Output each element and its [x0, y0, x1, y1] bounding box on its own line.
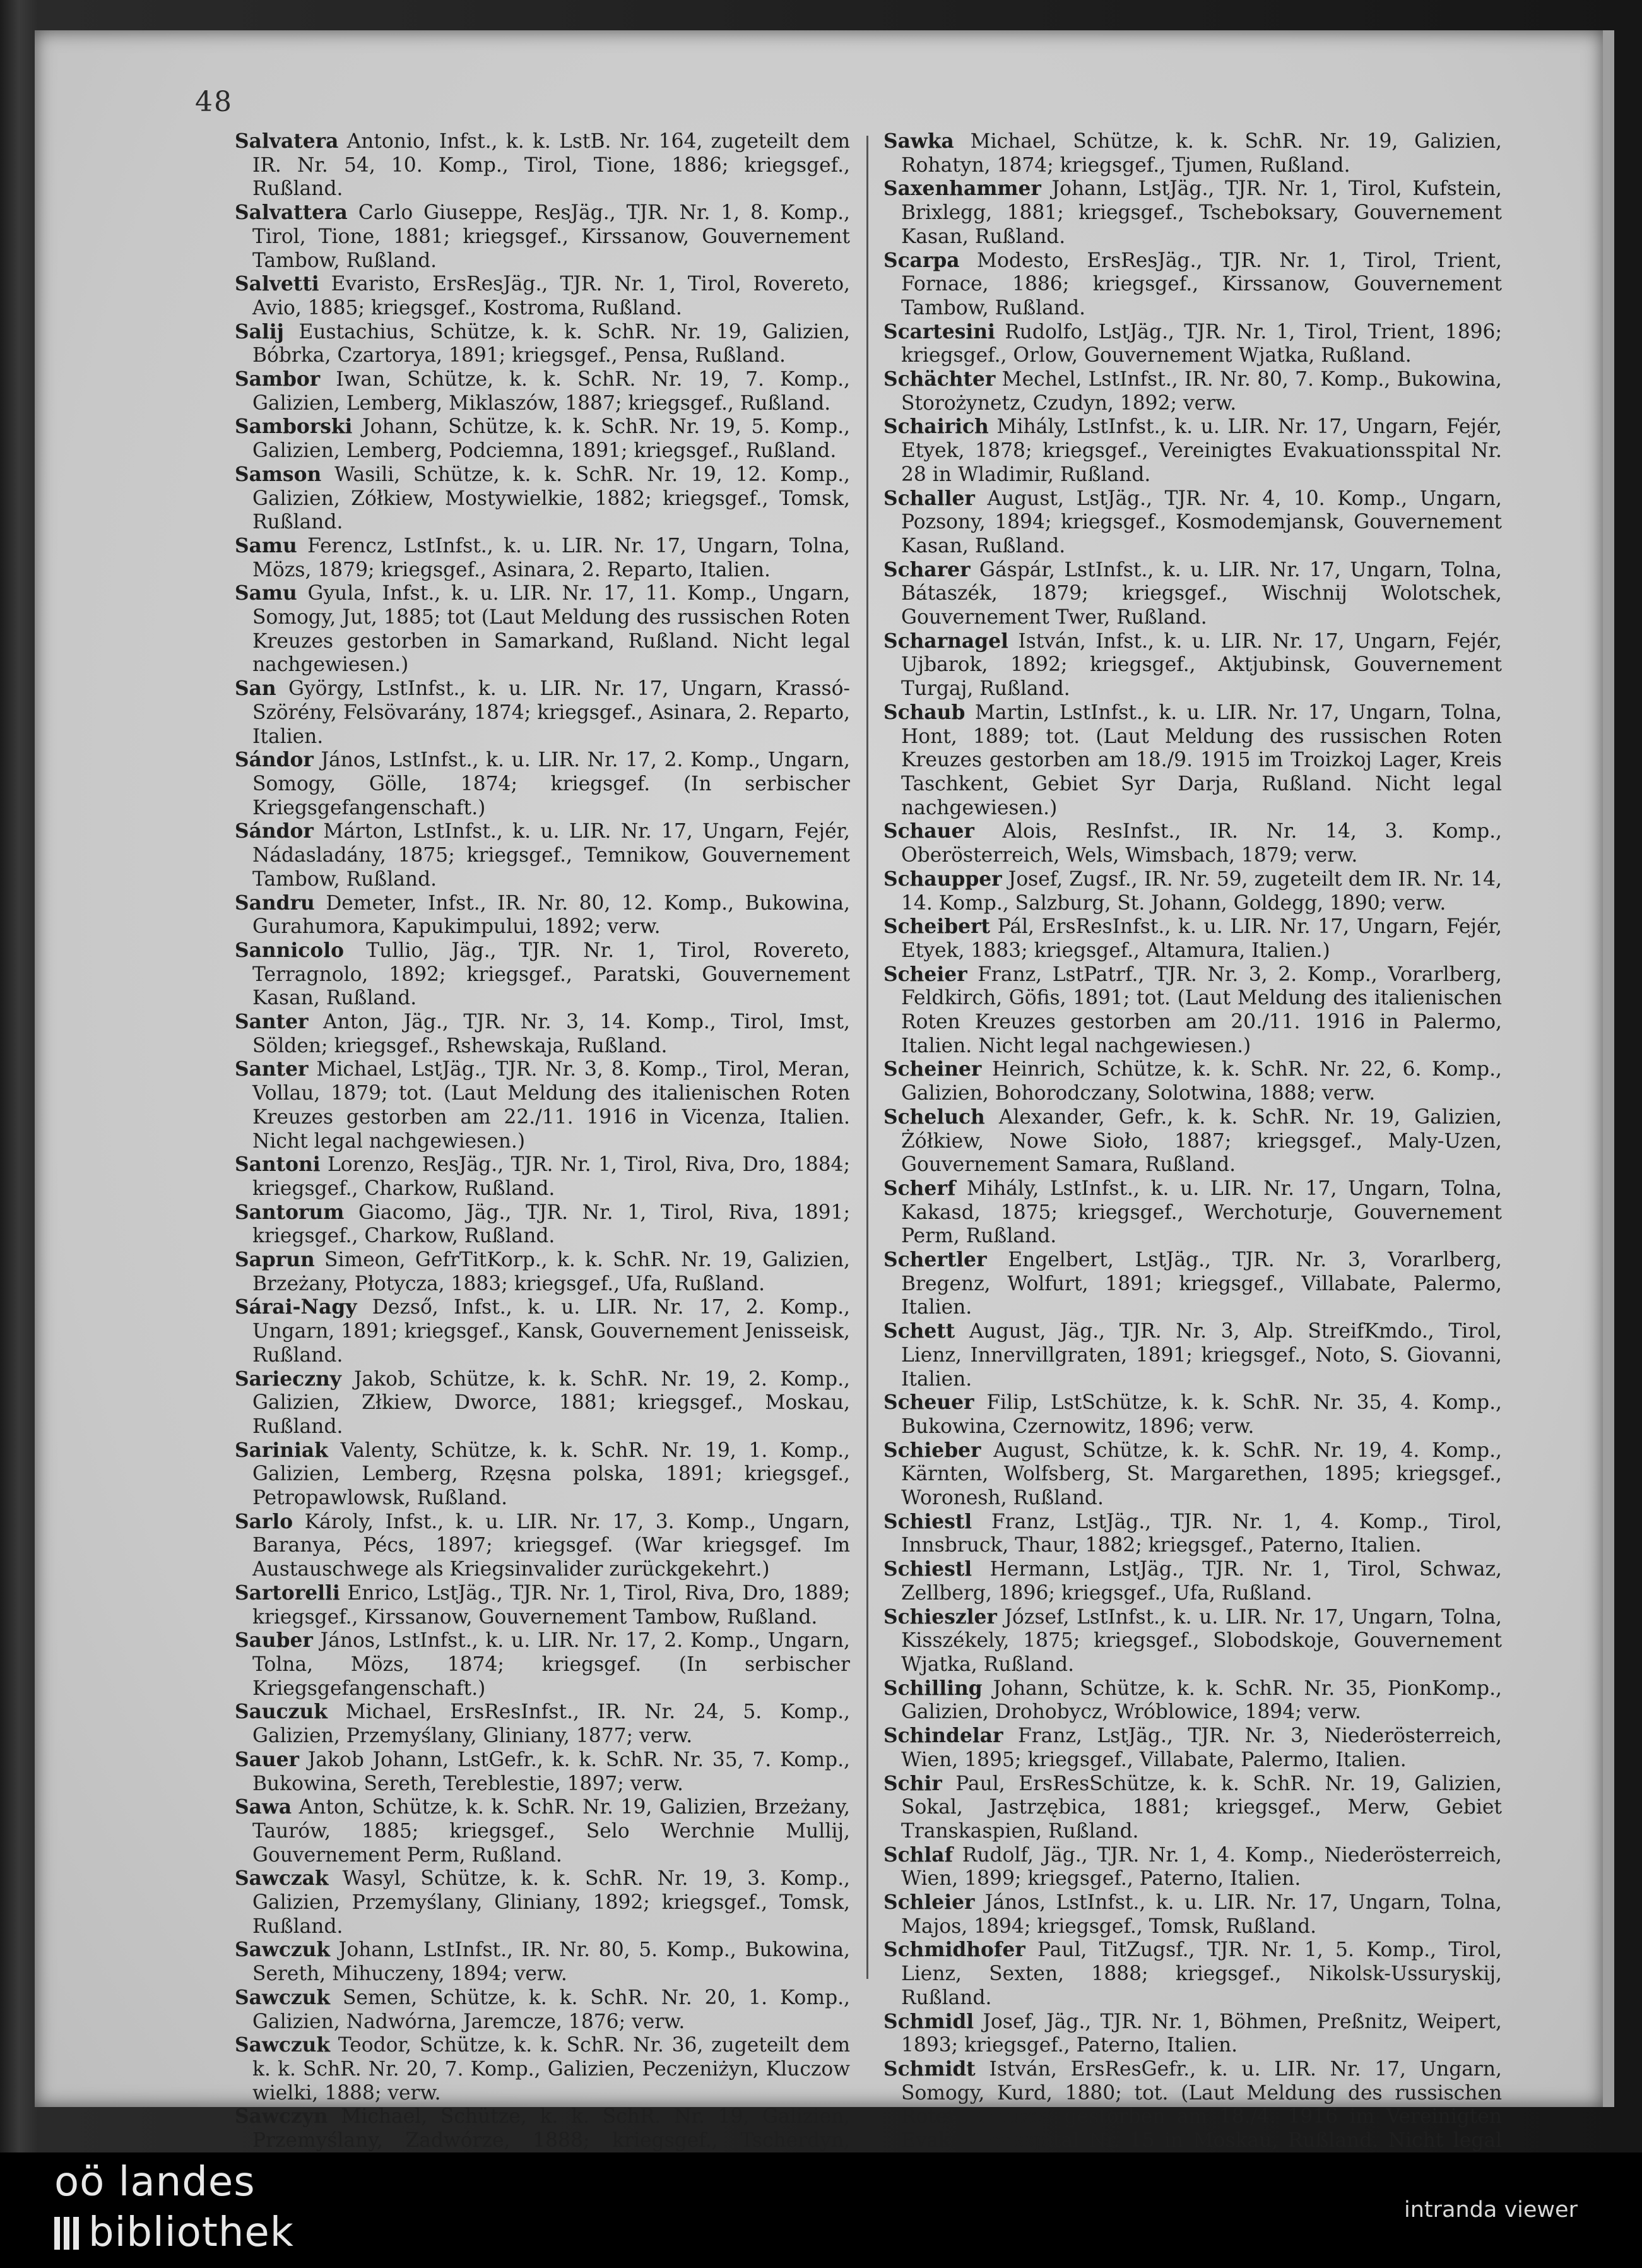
- entry-details: Mihály, LstInfst., k. u. LIR. Nr. 17, Ungarn, Tolna, Kakasd, 1875; kriegsgef., Werchoturje, Gouvernement Perm, Rußland.: [901, 1177, 1502, 1248]
- entry-details: Franz, LstJäg., TJR. Nr. 1, 4. Komp., Tirol, Innsbruck, Thaur, 1882; kriegsgef., Paterno, Italien.: [901, 1510, 1502, 1557]
- entry-surname: Saxenhammer: [883, 177, 1041, 201]
- entry-surname: Santorum: [235, 1201, 345, 1224]
- entry-surname: Schir: [883, 1772, 942, 1795]
- entry-details: Michael, LstJäg., TJR. Nr. 3, 8. Komp., Tirol, Meran, Vollau, 1879; tot. (Laut Meldung des italienischen Roten Kreuzes gestorben am 22./11. 1916 in Vicenza, Italien. Nicht legal nachgewiesen.): [252, 1058, 850, 1153]
- entry-surname: Schaller: [883, 487, 975, 510]
- register-entry: [883, 915, 1502, 963]
- register-entry: [235, 892, 850, 939]
- register-entry: [235, 749, 850, 820]
- entry-surname: Samborski: [235, 415, 353, 439]
- entry-surname: Scheiner: [883, 1058, 982, 1081]
- entry-details: Enrico, LstJäg., TJR. Nr. 1, Tirol, Riva, Dro, 1889; kriegsgef., Kirssanow, Gouvernement Tambow, Rußland.: [252, 1581, 850, 1629]
- entry-details: Gáspár, LstInfst., k. u. LIR. Nr. 17, Ungarn, Tolna, Bátaszék, 1879; kriegsgef., Wischnij Wolotschek, Gouvernement Twer, Rußland.: [901, 558, 1502, 629]
- entry-details: Hermann, LstJäg., TJR. Nr. 1, Tirol, Schwaz, Zellberg, 1896; kriegsgef., Ufa, Rußland.: [901, 1558, 1502, 1605]
- entry-surname: Schmidt: [883, 2057, 976, 2081]
- entry-details: Rudolfo, LstJäg., TJR. Nr. 1, Tirol, Trient, 1896; kriegsgef., Orlow, Gouvernement Wjatka, Rußland.: [901, 320, 1502, 367]
- library-logo-text: bibliothek: [88, 2209, 294, 2256]
- column-divider: [866, 136, 868, 1979]
- register-entry: [235, 1582, 850, 1629]
- entry-details: August, Jäg., TJR. Nr. 3, Alp. StreifKmdo., Tirol, Lienz, Innervillgraten, 1891; kriegsgef., Noto, S. Giovanni, Italien.: [901, 1320, 1502, 1391]
- entry-surname: Salvattera: [235, 201, 348, 225]
- entry-surname: Sawka: [883, 130, 954, 153]
- entry-details: Pál, ErsResInfst., k. u. LIR. Nr. 17, Ungarn, Fejér, Etyek, 1883; kriegsgef., Altamura, Italien.): [901, 915, 1502, 962]
- entry-surname: Schmidhofer: [883, 1938, 1025, 1962]
- register-entry: [883, 1891, 1502, 1938]
- entry-details: Johann, LstInfst., IR. Nr. 80, 5. Komp., Bukowina, Sereth, Mihuczeny, 1894; verw.: [252, 1938, 850, 1986]
- register-entry: [883, 1106, 1502, 1177]
- entry-surname: Schächter: [883, 368, 996, 391]
- register-entry: [235, 463, 850, 535]
- register-entry: [235, 1748, 850, 1796]
- entry-surname: Sawa: [235, 1796, 292, 1819]
- register-entry: [883, 415, 1502, 487]
- entry-surname: Schilling: [883, 1677, 983, 1700]
- register-entry: [235, 415, 850, 463]
- entry-details: Dezső, Infst., k. u. LIR. Nr. 17, 2. Komp., Ungarn, 1891; kriegsgef., Kansk, Gouvernement Jenisseisk, Rußland.: [252, 1296, 850, 1367]
- entry-surname: Sándor: [235, 820, 314, 843]
- register-entry: [235, 368, 850, 415]
- register-entry: [883, 868, 1502, 915]
- right-column: [883, 130, 1502, 2176]
- entry-surname: Sawczak: [235, 1867, 329, 1891]
- entry-surname: Schindelar: [883, 1725, 1003, 1748]
- register-entry: [235, 582, 850, 677]
- entry-details: Demeter, Infst., IR. Nr. 80, 12. Komp., Bukowina, Gurahumora, Kapukimpului, 1892; verw.: [252, 891, 850, 939]
- entry-details: Modesto, ErsResJäg., TJR. Nr. 1, Tirol, Trient, Fornace, 1886; kriegsgef., Kirssanow, Gouvernement Tambow, Rußland.: [901, 249, 1502, 319]
- entry-surname: San: [235, 677, 276, 701]
- left-column: [235, 130, 850, 2176]
- entry-surname: Sambor: [235, 368, 321, 391]
- register-entry: [883, 1606, 1502, 1677]
- register-entry: [883, 1772, 1502, 1844]
- entry-details: Johann, Schütze, k. k. SchR. Nr. 19, 5. Komp., Galizien, Lemberg, Podciemna, 1891; kriegsgef., Rußland.: [252, 415, 850, 463]
- register-entry: [235, 1368, 850, 1439]
- entry-surname: Santer: [235, 1011, 309, 1034]
- library-logo-icon: [54, 2213, 80, 2260]
- entry-details: Heinrich, Schütze, k. k. SchR. Nr. 22, 6. Komp., Galizien, Bohorodczany, Solotwina, 1888; verw.: [901, 1058, 1502, 1105]
- entry-details: Anton, Schütze, k. k. SchR. Nr. 19, Galizien, Brzeżany, Taurów, 1885; kriegsgef., Selo Werchnie Mullij, Gouvernement Perm, Rußland.: [252, 1796, 850, 1867]
- register-entry: [883, 963, 1502, 1059]
- register-entry: [235, 321, 850, 368]
- register-entry: [235, 1938, 850, 1986]
- entry-details: Teodor, Schütze, k. k. SchR. Nr. 36, zugeteilt dem k. k. SchR. Nr. 20, 7. Komp., Galizien, Peczeniżyn, Kluczow wielki, 1888; verw.: [252, 2034, 850, 2105]
- register-entry: [235, 201, 850, 273]
- entry-details: Paul, ErsResSchütze, k. k. SchR. Nr. 19, Galizien, Sokal, Jastrzębica, 1881; kriegsgef., Merw, Gebiet Transkaspien, Rußland.: [901, 1772, 1502, 1843]
- register-entry: [235, 1439, 850, 1511]
- entry-details: Michael, ErsResInfst., IR. Nr. 24, 5. Komp., Galizien, Przemyślany, Gliniany, 1877; verw.: [252, 1701, 850, 1748]
- entry-details: Giacomo, Jäg., TJR. Nr. 1, Tirol, Riva, 1891; kriegsgef., Charkow, Rußland.: [252, 1201, 850, 1248]
- entry-surname: Sarlo: [235, 1510, 293, 1533]
- register-entry: [883, 487, 1502, 559]
- register-entry: [883, 1177, 1502, 1249]
- register-entry: [883, 1938, 1502, 2010]
- entry-surname: Salij: [235, 320, 284, 343]
- entry-details: Jakob Johann, LstGefr., k. k. SchR. Nr. 35, 7. Komp., Bukowina, Sereth, Tereblestie, 1897; verw.: [252, 1748, 850, 1795]
- entry-surname: Sawczuk: [235, 2034, 331, 2057]
- entry-details: Alexander, Gefr., k. k. SchR. Nr. 19, Galizien, Żółkiew, Nowe Sioło, 1887; kriegsgef., Maly-Uzen, Gouvernement Samara, Rußland.: [901, 1105, 1502, 1177]
- register-entry: [883, 321, 1502, 368]
- entry-details: Károly, Infst., k. u. LIR. Nr. 17, 3. Komp., Ungarn, Baranya, Pécs, 1897; kriegsgef. (War kriegsgef. Im Austauschwege als Kriegsinvalider zurückgekehrt.): [252, 1510, 850, 1581]
- entry-surname: Schieber: [883, 1439, 981, 1462]
- library-logo-line1: oö landes: [54, 2159, 256, 2206]
- entry-surname: Santer: [235, 1058, 309, 1081]
- register-entry: [883, 820, 1502, 867]
- library-logo-line2: [54, 2209, 294, 2260]
- entry-surname: Sauber: [235, 1629, 313, 1653]
- entry-surname: Santoni: [235, 1153, 321, 1177]
- entry-surname: Schiestl: [883, 1510, 972, 1533]
- entry-surname: Salvatera: [235, 130, 339, 153]
- register-entry: [883, 1439, 1502, 1511]
- register-entry: [883, 1844, 1502, 1891]
- entry-details: Paul, TitZugsf., TJR. Nr. 1, 5. Komp., Tirol, Lienz, Sexten, 1888; kriegsgef., Nikolsk-Ussuryskij, Rußland.: [901, 1938, 1502, 2009]
- register-entry: [883, 249, 1502, 321]
- entry-details: István, Infst., k. u. LIR. Nr. 17, Ungarn, Fejér, Ujbarok, 1892; kriegsgef., Aktjubinsk, Gouvernement Turgaj, Rußland.: [901, 629, 1502, 701]
- register-entry: [235, 2034, 850, 2105]
- entry-details: Mechel, LstInfst., IR. Nr. 80, 7. Komp., Bukowina, Storożynetz, Czudyn, 1892; verw.: [901, 368, 1502, 415]
- register-entry: [883, 1677, 1502, 1725]
- register-entry: [883, 2010, 1502, 2058]
- entry-surname: Schauer: [883, 820, 974, 843]
- entry-details: Eustachius, Schütze, k. k. SchR. Nr. 19, Galizien, Bóbrka, Czartorya, 1891; kriegsgef., Pensa, Rußland.: [252, 320, 850, 367]
- entry-details: Josef, Jäg., TJR. Nr. 1, Böhmen, Preßnitz, Weipert, 1893; kriegsgef., Paterno, Italien.: [901, 2010, 1502, 2057]
- entry-details: Ferencz, LstInfst., k. u. LIR. Nr. 17, Ungarn, Tolna, Mözs, 1879; kriegsgef., Asinara, 2. Reparto, Italien.: [252, 534, 850, 581]
- entry-surname: Sauer: [235, 1748, 300, 1771]
- register-entry: [883, 1320, 1502, 1391]
- entry-surname: Samu: [235, 534, 297, 557]
- register-entry: [883, 130, 1502, 177]
- entry-details: Rudolf, Jäg., TJR. Nr. 1, 4. Komp., Niederösterreich, Wien, 1899; kriegsgef., Paterno, Italien.: [901, 1843, 1502, 1891]
- entry-details: János, LstInfst., k. u. LIR. Nr. 17, Ungarn, Tolna, Majos, 1894; kriegsgef., Tomsk, Rußland.: [901, 1891, 1502, 1938]
- page-number: 48: [195, 86, 233, 118]
- entry-details: Semen, Schütze, k. k. SchR. Nr. 20, 1. Komp., Galizien, Nadwórna, Jaremcze, 1876; verw.: [252, 1986, 850, 2033]
- register-entry: [883, 1558, 1502, 1605]
- entry-details: Johann, LstJäg., TJR. Nr. 1, Tirol, Kufstein, Brixlegg, 1881; kriegsgef., Tscheboksary, Gouvernement Kasan, Rußland.: [901, 177, 1502, 248]
- entry-details: August, LstJäg., TJR. Nr. 4, 10. Komp., Ungarn, Pozsony, 1894; kriegsgef., Kosmodemjansk, Gouvernement Kasan, Rußland.: [901, 487, 1502, 557]
- register-entry: [235, 130, 850, 201]
- register-entry: [235, 1058, 850, 1153]
- entry-surname: Sauczuk: [235, 1701, 328, 1724]
- entry-surname: Sarieczny: [235, 1367, 341, 1391]
- entry-details: István, ErsResGefr., k. u. LIR. Nr. 17, Ungarn, Somogy, Kurd, 1880; tot. (Laut Meldung des russischen Roten Kreuzes gestorben am 18./4. 1916 im Vereinigten Evakuationsspital Nr. 15 in Moskau, Rußland. Nicht legal: [901, 2057, 1502, 2152]
- register-entry: [235, 820, 850, 891]
- entry-surname: Scheluch: [883, 1105, 985, 1129]
- viewer-brand-label: intranda viewer: [1404, 2197, 1578, 2223]
- register-entry: [235, 1511, 850, 1582]
- entry-surname: Schaub: [883, 701, 966, 724]
- entry-surname: Sartorelli: [235, 1581, 340, 1605]
- entry-surname: Schieszler: [883, 1605, 997, 1629]
- entry-surname: Sannicolo: [235, 939, 344, 962]
- entry-details: Wasili, Schütze, k. k. SchR. Nr. 19, 12. Komp., Galizien, Zółkiew, Mostywielkie, 1882; kriegsgef., Tomsk, Rußland.: [252, 463, 850, 534]
- entry-surname: Schaupper: [883, 867, 1002, 891]
- entry-surname: Schairich: [883, 415, 989, 439]
- register-entry: [235, 1796, 850, 1867]
- entry-surname: Scartesini: [883, 320, 995, 343]
- entry-surname: Scarpa: [883, 249, 960, 272]
- entry-details: János, LstInfst., k. u. LIR. Nr. 17, 2. Komp., Ungarn, Tolna, Mözs, 1874; kriegsgef. (In serbischer Kriegsgefangenschaft.): [252, 1629, 850, 1700]
- entry-details: August, Schütze, k. k. SchR. Nr. 19, 4. Komp., Kärnten, Wolfsberg, St. Margarethen, 1895; kriegsgef., Woronesh, Rußland.: [901, 1439, 1502, 1510]
- entry-details: Carlo Giuseppe, ResJäg., TJR. Nr. 1, 8. Komp., Tirol, Tione, 1881; kriegsgef., Kirssanow, Gouvernement Tambow, Rußland.: [252, 201, 850, 272]
- register-entry: [883, 177, 1502, 249]
- register-entry: [883, 1391, 1502, 1439]
- register-entry: [883, 368, 1502, 415]
- entry-surname: Sándor: [235, 749, 314, 772]
- register-entry: [235, 1153, 850, 1201]
- register-entry: [883, 701, 1502, 821]
- entry-surname: Scherf: [883, 1177, 956, 1200]
- register-entry: [883, 1058, 1502, 1105]
- entry-surname: Sawczuk: [235, 1986, 331, 2009]
- register-entry: [235, 535, 850, 582]
- entry-details: Franz, LstJäg., TJR. Nr. 3, Niederösterreich, Wien, 1895; kriegsgef., Villabate, Palermo, Italien.: [901, 1725, 1502, 1771]
- entry-details: János, LstInfst., k. u. LIR. Nr. 17, 2. Komp., Ungarn, Somogy, Gölle, 1874; kriegsgef. (In serbischer Kriegsgefangenschaft.): [252, 749, 850, 819]
- register-entry: [235, 1296, 850, 1367]
- entry-surname: Scharnagel: [883, 629, 1008, 653]
- entry-surname: Scharer: [883, 558, 971, 581]
- entry-surname: Schiestl: [883, 1558, 972, 1581]
- entry-details: Johann, Schütze, k. k. SchR. Nr. 35, PionKomp., Galizien, Drohobycz, Wróblowice, 1894; verw.: [901, 1677, 1502, 1724]
- register-entry: [235, 1867, 850, 1938]
- entry-surname: Schertler: [883, 1249, 987, 1272]
- entry-details: Alois, ResInfst., IR. Nr. 14, 3. Komp., Oberösterreich, Wels, Wimsbach, 1879; verw.: [901, 820, 1502, 867]
- entry-surname: Schmidl: [883, 2010, 974, 2033]
- entry-surname: Sárai-Nagy: [235, 1296, 357, 1319]
- entry-details: Wasyl, Schütze, k. k. SchR. Nr. 19, 3. Komp., Galizien, Przemyślany, Gliniany, 1892; kriegsgef., Tomsk, Rußland.: [252, 1867, 850, 1938]
- register-entry: [883, 559, 1502, 630]
- entry-surname: Sawczyn: [235, 2105, 328, 2128]
- entry-surname: Salvetti: [235, 273, 319, 296]
- entry-surname: Schleier: [883, 1891, 975, 1915]
- entry-details: József, LstInfst., k. u. LIR. Nr. 17, Ungarn, Tolna, Kisszékely, 1875; kriegsgef., Slobodskoje, Gouvernement Wjatka, Rußland.: [901, 1605, 1502, 1676]
- register-entry: [235, 939, 850, 1011]
- register-entry: [235, 677, 850, 749]
- entry-details: Valenty, Schütze, k. k. SchR. Nr. 19, 1. Komp., Galizien, Lemberg, Rzęsna polska, 1891; kriegsgef., Petropawlowsk, Rußland.: [252, 1439, 850, 1510]
- entry-surname: Samu: [235, 582, 297, 605]
- entry-details: Simeon, GefrTitKorp., k. k. SchR. Nr. 19, Galizien, Brzeżany, Płotycza, 1883; kriegsgef., Ufa, Rußland.: [252, 1249, 850, 1295]
- entry-surname: Sawczuk: [235, 1938, 331, 1962]
- register-entry: [235, 273, 850, 320]
- entry-details: Iwan, Schütze, k. k. SchR. Nr. 19, 7. Komp., Galizien, Lemberg, Miklaszów, 1887; kriegsgef., Rußland.: [252, 368, 850, 415]
- entry-surname: Scheuer: [883, 1391, 974, 1415]
- entry-surname: Scheibert: [883, 915, 990, 939]
- register-entry: [235, 1701, 850, 1748]
- entry-details: Antonio, Infst., k. k. LstB. Nr. 164, zugeteilt dem IR. Nr. 54, 10. Komp., Tirol, Tione, 1886; kriegsgef., Rußland.: [252, 130, 850, 201]
- register-entry: [235, 1629, 850, 1701]
- entry-details: Engelbert, LstJäg., TJR. Nr. 3, Vorarlberg, Bregenz, Wolfurt, 1891; kriegsgef., Villabate, Palermo, Italien.: [901, 1249, 1502, 1319]
- entry-surname: Schett: [883, 1320, 955, 1343]
- register-entry: [883, 1511, 1502, 1558]
- register-entry: [883, 1725, 1502, 1772]
- entry-surname: Schlaf: [883, 1843, 954, 1867]
- register-entry: [883, 630, 1502, 701]
- entry-details: György, LstInfst., k. u. LIR. Nr. 17, Ungarn, Krassó-Szörény, Felsövarány, 1874; kriegsgef., Asinara, 2. Reparto, Italien.: [252, 677, 850, 748]
- register-entry: [883, 1249, 1502, 1320]
- entry-details: Márton, LstInfst., k. u. LIR. Nr. 17, Ungarn, Fejér, Nádasladány, 1875; kriegsgef., Temnikow, Gouvernement Tambow, Rußland.: [252, 820, 850, 891]
- entry-surname: Sandru: [235, 891, 315, 915]
- entry-details: Tullio, Jäg., TJR. Nr. 1, Tirol, Rovereto, Terragnolo, 1892; kriegsgef., Paratski, Gouvernement Kasan, Rußland.: [252, 939, 850, 1010]
- entry-details: Evaristo, ErsResJäg., TJR. Nr. 1, Tirol, Rovereto, Avio, 1885; kriegsgef., Kostroma, Rußland.: [252, 273, 850, 319]
- entry-details: Josef, Zugsf., IR. Nr. 59, zugeteilt dem IR. Nr. 14, 14. Komp., Salzburg, St. Johann, Goldegg, 1890; verw.: [901, 867, 1502, 915]
- entry-details: Michael, Schütze, k. k. SchR. Nr. 19, Galizien, Przemyślany, Zadwórze, 1888; kriegsgef., Tscherdyn,: [252, 2105, 850, 2152]
- register-entry: [235, 1249, 850, 1296]
- entry-details: Filip, LstSchütze, k. k. SchR. Nr. 35, 4. Komp., Bukowina, Czernowitz, 1896; verw.: [901, 1391, 1502, 1438]
- entry-surname: Samson: [235, 463, 322, 486]
- entry-details: Lorenzo, ResJäg., TJR. Nr. 1, Tirol, Riva, Dro, 1884; kriegsgef., Charkow, Rußland.: [252, 1153, 850, 1200]
- entry-surname: Sariniak: [235, 1439, 328, 1462]
- entry-details: Gyula, Infst., k. u. LIR. Nr. 17, 11. Komp., Ungarn, Somogy, Jut, 1885; tot (Laut Meldung des russischen Roten Kreuzes gestorben in Samarkand, Rußland. Nicht legal nachgewiesen.): [252, 582, 850, 677]
- entry-details: Martin, LstInfst., k. u. LIR. Nr. 17, Ungarn, Tolna, Hont, 1889; tot. (Laut Meldung des russischen Roten Kreuzes gestorben am 18./9. 1915 im Troizkoj Lager, Kreis Taschkent, Gebiet Syr Darja, Rußland. Nicht legal nachgewiesen.): [901, 701, 1502, 819]
- entry-details: Franz, LstPatrf., TJR. Nr. 3, 2. Komp., Vorarlberg, Feldkirch, Göfis, 1891; tot. (Laut Meldung des italienischen Roten Kreuzes gestorben am 20./11. 1916 in Palermo, Italien. Nicht legal nachgewiesen.): [901, 963, 1502, 1057]
- entry-details: Mihály, LstInfst., k. u. LIR. Nr. 17, Ungarn, Fejér, Etyek, 1878; kriegsgef., Vereinigtes Evakuationsspital Nr. 28 in Wladimir, Rußland.: [901, 415, 1502, 486]
- register-entry: [235, 1011, 850, 1058]
- entry-surname: Scheier: [883, 963, 967, 986]
- entry-details: Jakob, Schütze, k. k. SchR. Nr. 19, 2. Komp., Galizien, Złkiew, Dworce, 1881; kriegsgef., Moskau, Rußland.: [252, 1367, 850, 1438]
- register-entry: [235, 1201, 850, 1249]
- entry-details: Anton, Jäg., TJR. Nr. 3, 14. Komp., Tirol, Imst, Sölden; kriegsgef., Rshewskaja, Rußland.: [252, 1011, 850, 1057]
- register-entry: [235, 1986, 850, 2034]
- entry-details: Michael, Schütze, k. k. SchR. Nr. 19, Galizien, Rohatyn, 1874; kriegsgef., Tjumen, Rußland.: [901, 130, 1502, 177]
- entry-surname: Saprun: [235, 1249, 315, 1272]
